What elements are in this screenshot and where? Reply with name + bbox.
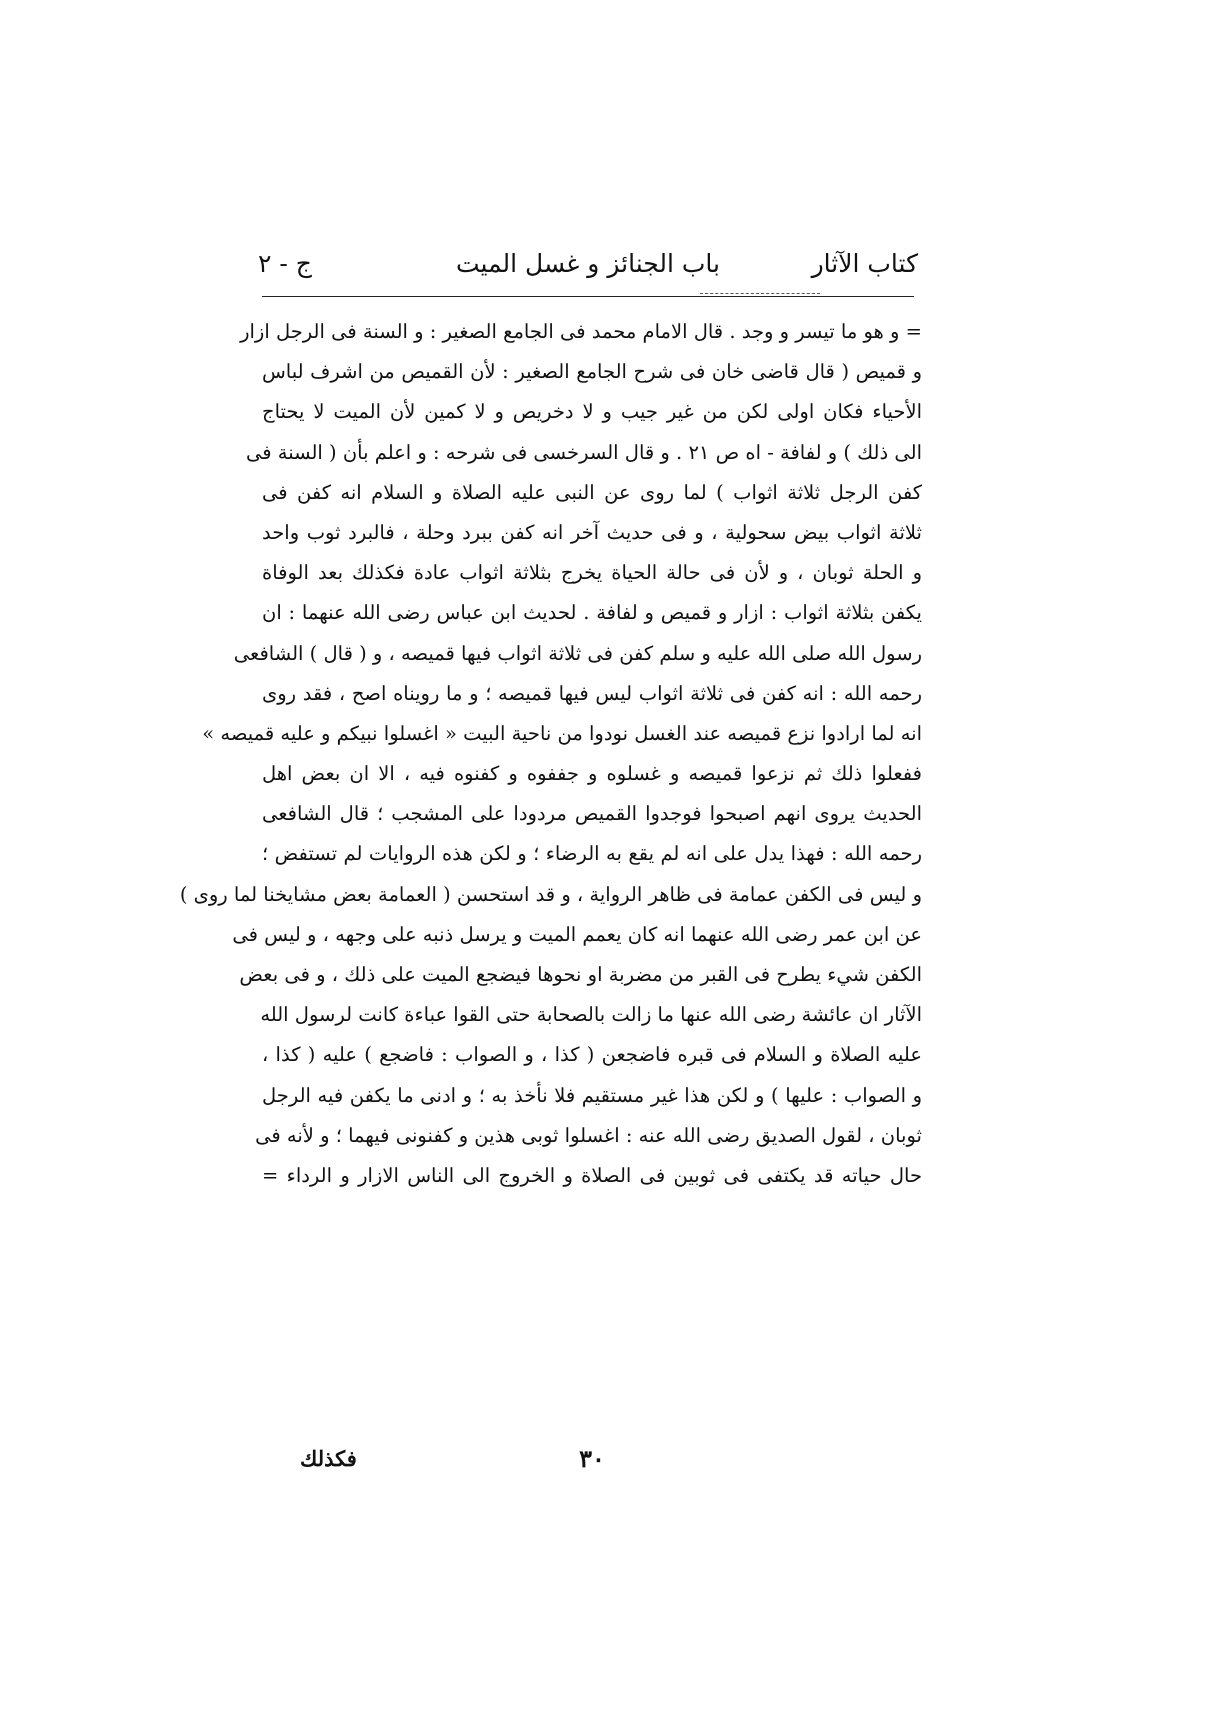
book-title: كتاب الآثار	[811, 249, 918, 278]
text-line: الأحياء فكان اولى لكن من غير جيب و لا دخريص و لا كمين لأن الميت لا يحتاج	[262, 400, 922, 424]
text-line: الى ذلك ) و لفافة - اه ص ٢١ . و قال السرخسى فى شرحه : و اعلم بأن ( السنة فى	[245, 440, 922, 464]
page-number: ٣٠	[579, 1444, 605, 1473]
text-line: الحديث يروى انهم اصبحوا فوجدوا القميص مردودا على المشجب ؛ قال الشافعى	[262, 802, 922, 826]
text-line: يكفن بثلاثة اثواب : ازار و قميص و لفافة . لحديث ابن عباس رضى الله عنهما : ان	[262, 601, 922, 625]
text-line: رحمه الله : فهذا يدل على انه لم يقع به الرضاء ؛ و لكن هذه الروايات لم تستفض ؛	[262, 842, 922, 866]
text-line: و قميص ( قال قاضى خان فى شرح الجامع الصغير : لأن القميص من اشرف لباس	[262, 360, 922, 384]
text-line: و الصواب : عليها ) و لكن هذا غير مستقيم فلا نأخذ به ؛ و ادنى ما يكفن فيه الرجل	[262, 1083, 922, 1107]
text-line: ثلاثة اثواب بيض سحولية ، و فى حديث آخر انه كفن ببرد وحلة ، فالبرد ثوب واحد	[262, 520, 922, 544]
text-line: ثوبان ، لقول الصديق رضى الله عنه : اغسلوا ثوبى هذين و كفنونى فيهما ؛ و لأنه فى	[255, 1123, 922, 1147]
header-rule-dash	[700, 293, 820, 294]
header-rule	[262, 296, 914, 297]
page-header	[258, 247, 918, 287]
text-line: الكفن شيء يطرح فى القبر من مضربة او نحوها فيضجع الميت على ذلك ، و فى بعض	[239, 963, 922, 986]
text-line: = و هو ما تيسر و وجد . قال الامام محمد فى الجامع الصغير : و السنة فى الرجل ازار	[240, 320, 922, 343]
volume-label: ج - ٢	[258, 249, 312, 278]
text-line: ففعلوا ذلك ثم نزعوا قميصه و غسلوه و جففوه و كفنوه فيه ، الا ان بعض اهل	[262, 762, 922, 786]
text-line: رحمه الله : انه كفن فى ثلاثة اثواب ليس فيها قميصه ؛ و ما رويناه اصح ، فقد روى	[262, 681, 922, 705]
body-text	[179, 312, 922, 1196]
text-line: عن ابن عمر رضى الله عنهما انه كان يعمم الميت و يرسل ذنبه على وجهه ، و ليس فى	[232, 922, 922, 946]
text-line: حال حياته قد يكتفى فى ثوبين فى الصلاة و الخروج الى الناس الازار و الرداء =	[262, 1163, 922, 1187]
text-line: و ليس فى الكفن عمامة فى ظاهر الرواية ، و قد استحسن ( العمامة بعض مشايخنا لما روى )	[179, 882, 922, 906]
text-line: و الحلة ثوبان ، و لأن فى حالة الحياة يخرج بثلاثة اثواب عادة فكذلك بعد الوفاة	[262, 561, 922, 585]
catchword: فكذلك	[300, 1446, 357, 1471]
page-footer	[262, 1442, 922, 1482]
text-line: كفن الرجل ثلاثة اثواب ) لما روى عن النبى عليه الصلاة و السلام انه كفن فى	[262, 480, 922, 504]
text-line: انه لما ارادوا نزع قميصه عند الغسل نودوا من ناحية البيت « اغسلوا نبيكم و عليه قميصه »	[202, 721, 922, 745]
text-line: عليه الصلاة و السلام فى قبره فاضجعن ( كذا ، و الصواب : فاضجع ) عليه ( كذا ،	[262, 1043, 922, 1067]
chapter-title: باب الجنائز و غسل الميت	[455, 249, 721, 278]
text-line: رسول الله صلى الله عليه و سلم كفن فى ثلاثة اثواب فيها قميصه ، و ( قال ) الشافعى	[233, 641, 922, 665]
text-line: الآثار ان عائشة رضى الله عنها ما زالت بالصحابة حتى القوا عباءة كانت لرسول الله	[260, 1003, 922, 1027]
